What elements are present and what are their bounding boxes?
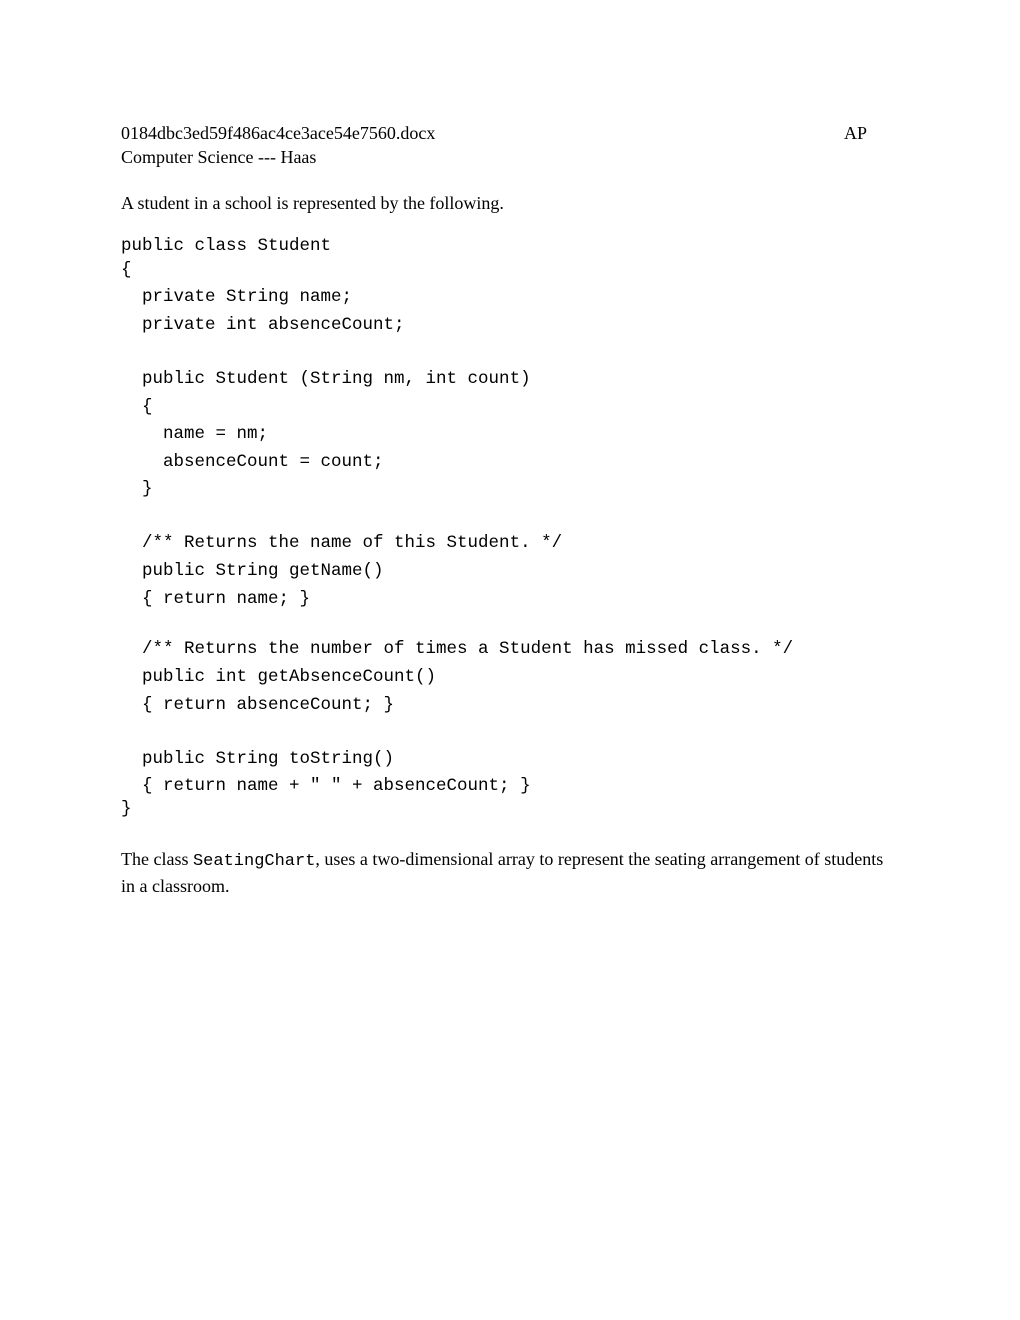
outro-paragraph — [121, 847, 891, 898]
code-line: } — [121, 799, 132, 819]
code-listing — [121, 0, 921, 900]
code-line: { return absenceCount; } — [121, 695, 395, 715]
code-line: public String toString() — [121, 749, 395, 769]
code-line: absenceCount = count; — [121, 452, 384, 472]
code-line: { — [121, 260, 132, 280]
code-comment: /** Returns the number of times a Student has missed class. */ — [121, 639, 794, 659]
code-line: } — [121, 479, 153, 499]
code-line: { — [121, 397, 153, 417]
code-line: private int absenceCount; — [121, 315, 405, 335]
code-comment: /** Returns the name of this Student. */ — [121, 533, 563, 553]
header-course-code: AP — [843, 123, 867, 143]
code-line: { return name + " " + absenceCount; } — [121, 776, 531, 796]
code-line: public Student (String nm, int count) — [121, 369, 531, 389]
code-line: private String name; — [121, 287, 353, 307]
header-course-title: Computer Science --- Haas — [121, 147, 317, 167]
code-line: { return name; } — [121, 589, 311, 609]
outro-prefix: The class — [121, 849, 193, 869]
code-line: public String getName() — [121, 561, 384, 581]
header-filename: 0184dbc3ed59f486ac4ce3ace54e7560.docx — [121, 123, 436, 143]
outro-suffix: , uses a two-dimensional array to represent the seating arrangement of students in a classroom. — [121, 849, 884, 896]
code-line: public class Student — [121, 236, 332, 256]
code-line: name = nm; — [121, 424, 269, 444]
code-line: public int getAbsenceCount() — [121, 667, 437, 687]
class-name-code: SeatingChart — [192, 852, 316, 871]
intro-paragraph: A student in a school is represented by the following. — [121, 193, 504, 213]
